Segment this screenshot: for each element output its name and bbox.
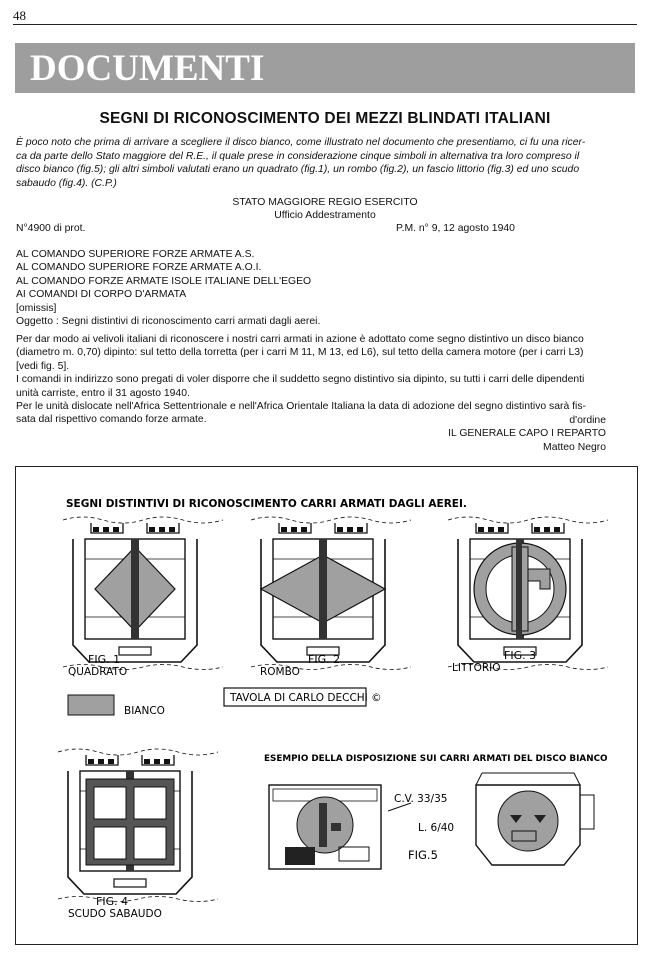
legend-swatch [68, 695, 114, 715]
letterhead-office: Ufficio Addestramento [274, 210, 376, 221]
signature-block [448, 414, 606, 454]
intro-line: È poco noto che prima di arrivare a scegliere il disco bianco, come illustrato nel documento che presentiamo, ci fu una ricer- [16, 137, 586, 148]
article-headline: SEGNI DI RICONOSCIMENTO DEI MEZZI BLINDATI ITALIANI [99, 110, 551, 127]
body-line: [vedi fig. 5]. [16, 360, 70, 372]
legend-label: BIANCO [124, 705, 165, 717]
letterhead-org: STATO MAGGIORE REGIO ESERCITO [232, 197, 418, 208]
fig3-number: FIG. 3 [504, 649, 537, 662]
fig5-number: FIG.5 [408, 848, 438, 862]
signature-line: d'ordine [569, 415, 606, 426]
fig2-caption: ROMBO [260, 666, 300, 678]
fig4-number: FIG. 4 [96, 895, 129, 908]
signature-line: IL GENERALE CAPO I REPARTO [448, 428, 606, 440]
fig4-caption: SCUDO SABAUDO [68, 908, 162, 920]
fig3-tank-drawing [448, 517, 608, 670]
savoy-shield-symbol [134, 827, 166, 859]
intro-paragraph [16, 136, 633, 190]
page-number: 48 [13, 8, 26, 23]
body-line: I comandi in indirizzo sono pregati di voler disporre che il suddetto segno distintivo sia dipinto, su tutti i carri delle dipendenti [16, 374, 585, 386]
body-line: Per dar modo ai velivoli italiani di riconoscere i nostri carri armati in azione è adottato come segno distintivo un disco bianco [16, 334, 584, 345]
addressees-block [16, 248, 320, 328]
section-title: DOCUMENTI [30, 48, 265, 89]
fig2-number: FIG. 2 [308, 653, 341, 666]
plate-title: SEGNI DISTINTIVI DI RICONOSCIMENTO CARRI ARMATI DAGLI AEREI. [66, 498, 467, 510]
fig2-tank-drawing [251, 517, 411, 670]
fig1-caption: QUADRATO [68, 666, 128, 678]
fig3-caption: LITTORIO [452, 662, 501, 674]
header-rule [13, 24, 637, 25]
fig4-tank-drawing [58, 749, 218, 902]
subject-line: Oggetto : Segni distintivi di riconoscimento carri armati dagli aerei. [16, 316, 321, 328]
fig1-number: FIG. 1 [88, 653, 121, 666]
cv33-label: C.V. 33/35 [394, 793, 448, 805]
body-line: Per le unità dislocate nell'Africa Settentrionale e nell'Africa Orientale Italiana la data di adozione del segno distintivo sarà fis- [16, 401, 587, 413]
addressee-line: AL COMANDO SUPERIORE FORZE ARMATE A.S. [16, 249, 255, 260]
document-body [16, 333, 633, 427]
signature-line: Matteo Negro [543, 441, 606, 453]
body-line: (diametro m. 0,70) dipinto: sul tetto della torretta (per i carri M 11, M 13, ed L6), sul tetto della camera motore (per i carri L3) [16, 347, 584, 359]
illustration-plate [15, 466, 638, 945]
body-line: unità carriste, entro il 31 agosto 1940. [16, 387, 190, 399]
cv33-tank-drawing [269, 785, 381, 869]
example-title: ESEMPIO DELLA DISPOSIZIONE SUI CARRI ARMATI DEL DISCO BIANCO [264, 754, 608, 764]
plate-drawing [16, 467, 637, 944]
place-date: P.M. n° 9, 12 agosto 1940 [396, 223, 515, 234]
addressee-line: AL COMANDO FORZE ARMATE ISOLE ITALIANE DELL'EGEO [16, 275, 312, 287]
addressee-line: AL COMANDO SUPERIORE FORZE ARMATE A.O.I. [16, 262, 262, 274]
l640-label: L. 6/40 [418, 822, 455, 834]
intro-line: disco bianco (fig.5); gli altri simboli valutati erano un quadrato (fig.1), un rombo (fig.2), un fascio littorio (fig.3) ed uno scudo [16, 164, 580, 175]
fig1-tank-drawing [63, 517, 223, 670]
l640-tank-drawing [476, 773, 594, 865]
addressee-line: [omissis] [16, 302, 57, 314]
credit-text: TAVOLA DI CARLO DECCHI © [230, 692, 382, 704]
intro-line: sabaudo (fig.4). (C.P.) [16, 177, 117, 189]
intro-line: ca da parte dello Stato maggiore del R.E., il quale prese in considerazione cinque simboli in alternativa tra loro compreso il [16, 150, 580, 162]
protocol-number: N°4900 di prot. [16, 223, 86, 234]
body-line: sata dal rispettivo comando forze armate. [16, 414, 207, 426]
addressee-line: AI COMANDI DI CORPO D'ARMATA [16, 289, 187, 301]
